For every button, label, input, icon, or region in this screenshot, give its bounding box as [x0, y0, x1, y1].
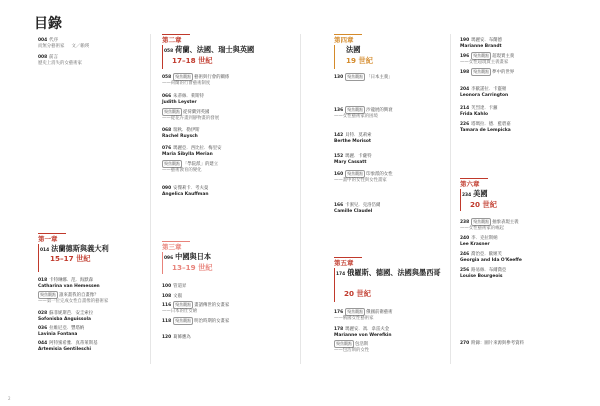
- toc-entry[interactable]: [460, 268, 585, 280]
- focus-tag: 聚焦觀點: [347, 171, 364, 176]
- chapter-rule: [162, 241, 190, 242]
- chapter-title[interactable]: [462, 190, 488, 201]
- entry-title: 瑪麗安．馮．韋雷夫金: [345, 327, 390, 332]
- focus-tag: 聚焦觀點: [336, 341, 352, 346]
- entry-title: 俄國前衛藝術: [366, 310, 393, 315]
- focus-tag: 聚焦觀點: [175, 74, 192, 79]
- entry-subtitle: ——日本的仕女繪: [162, 309, 198, 314]
- toc-entry[interactable]: [460, 87, 585, 99]
- page-number: 204: [460, 87, 470, 92]
- toc-entry[interactable]: [460, 122, 585, 134]
- entry-title: 貝特．莫莉索: [345, 133, 372, 138]
- page-number: 058: [164, 49, 174, 54]
- entry-name: Artemisia Gentileschi: [38, 347, 91, 352]
- page-number: 028: [38, 311, 48, 316]
- entry-subtitle: ——包浩斯的女性: [334, 348, 370, 353]
- entry-title: 李．克拉斯納: [471, 236, 498, 241]
- entry-subtitle: ——女性藝術家的崛起: [460, 226, 504, 231]
- entry-name: Angelica Kauffman: [162, 192, 209, 197]
- page-number: 076: [162, 146, 172, 151]
- page-number: 130: [334, 75, 344, 80]
- chapter-vline: [334, 268, 335, 302]
- entry-title: 瑪麗．卡薩特: [345, 154, 372, 159]
- page-number: 120: [162, 335, 172, 340]
- focus-tag: 聚焦觀點: [40, 292, 56, 297]
- chapter-label: 第四章: [334, 36, 354, 44]
- toc-entry[interactable]: [162, 146, 290, 158]
- entry-title: 朱蒂絲．萊斯特: [173, 94, 204, 99]
- entry-name: Camille Claudel: [334, 209, 373, 214]
- column-divider: [450, 34, 451, 364]
- entry-name: Lee Krasner: [460, 242, 490, 247]
- page-title: 目錄: [34, 16, 62, 32]
- entry-title: 誰來畫我的自畫像？: [59, 293, 99, 298]
- chapter-title[interactable]: [164, 253, 211, 264]
- toc-entry[interactable]: [162, 335, 290, 341]
- chapter-title-text: 法蘭德斯與義大利: [51, 244, 109, 253]
- chapter-title-text: 荷蘭、法國、瑞士與英國: [175, 45, 255, 54]
- column-divider: [150, 34, 151, 364]
- toc-entry[interactable]: [460, 106, 585, 118]
- toc-entry[interactable]: [334, 170, 444, 184]
- focus-tag: 聚焦觀點: [164, 161, 180, 166]
- focus-tag: 聚焦觀點: [175, 302, 192, 307]
- page-number: 142: [334, 133, 344, 138]
- entry-name: Mary Cassatt: [334, 160, 367, 165]
- entry-title: 文俶: [173, 294, 182, 299]
- page-number: 190: [460, 38, 470, 43]
- entry-subtitle: 歷史上消失的女藝術家: [38, 61, 82, 66]
- chapter-rule: [460, 178, 488, 179]
- entry-subtitle: ——從花卉畫到靜物畫的發展: [162, 116, 220, 121]
- entry-title: 阿特蜜希雅．真蒂萊斯基: [49, 341, 98, 346]
- toc-entry[interactable]: [460, 252, 585, 264]
- toc-entry[interactable]: [162, 284, 290, 290]
- chapter-title[interactable]: [164, 46, 254, 57]
- page-number: 246: [460, 252, 470, 257]
- page-number: 226: [460, 122, 470, 127]
- entry-title: 「日本主義」: [366, 75, 393, 80]
- entry-name: Lavinia Fontana: [38, 332, 78, 337]
- entry-title: 印象派的女性: [366, 172, 393, 177]
- entry-title: 沙龍展的興衰: [366, 108, 393, 113]
- page-number-footer: 2: [8, 396, 11, 401]
- chapter-vline: [38, 244, 39, 272]
- toc-entry[interactable]: [38, 278, 148, 290]
- toc-entry-foreword[interactable]: [38, 55, 138, 67]
- entry-title: 管道昇: [173, 284, 187, 289]
- chapter-vline: [334, 45, 335, 69]
- toc-entry[interactable]: [460, 68, 585, 76]
- column-divider: [300, 34, 301, 364]
- entry-subtitle: 而無分藝術家 文／賴瑛: [38, 44, 90, 49]
- page-number: 036: [38, 326, 48, 331]
- page-number: 018: [38, 278, 48, 283]
- toc-entry[interactable]: [162, 317, 290, 325]
- page-number: 004: [38, 38, 48, 43]
- toc-entry[interactable]: [162, 294, 290, 300]
- chapter-rule: [334, 34, 362, 35]
- chapter-rule: [334, 257, 362, 258]
- entry-title: 安傑莉卡．考夫曼: [173, 186, 209, 191]
- page-number: 166: [334, 203, 344, 208]
- page-number: 214: [460, 106, 470, 111]
- entry-subtitle: ——第一位完成女性自畫像的藝術家: [38, 299, 109, 304]
- entry-name: Georgia and Ida O'Keeffe: [460, 258, 522, 263]
- entry-subtitle: ——女性超現實主義畫家: [460, 60, 509, 65]
- entry-title: 從荷蘭到英國: [183, 110, 210, 115]
- chapter-label: 第五章: [334, 259, 354, 267]
- page-number: 014: [40, 248, 50, 253]
- chapter-vline: [460, 189, 461, 211]
- focus-tag: 聚焦觀點: [473, 69, 490, 74]
- toc-entry[interactable]: [334, 203, 444, 215]
- entry-title: 代序: [49, 38, 58, 43]
- toc-entry[interactable]: [162, 108, 290, 122]
- entry-title: 葛飾應為: [173, 335, 191, 340]
- chapter-period: 17–18 世紀: [172, 56, 213, 65]
- chapter-vline: [162, 252, 163, 274]
- page-number: 116: [162, 303, 172, 308]
- chapter-period: 15–17 世紀: [50, 254, 91, 263]
- entry-title: 「學院派」的建立: [183, 162, 219, 167]
- chapter-period: 13–19 世紀: [172, 263, 213, 272]
- page-number: 198: [460, 70, 470, 75]
- toc-entry[interactable]: [334, 327, 444, 339]
- entry-title: 蘇菲妮斯芭．安圭索拉: [49, 311, 94, 316]
- toc-entry[interactable]: [162, 160, 290, 174]
- page-number: 044: [38, 341, 48, 346]
- toc-entry[interactable]: [162, 186, 290, 198]
- focus-tag: 聚焦觀點: [347, 74, 364, 79]
- entry-name: Marianne von Werefkin: [334, 333, 392, 338]
- chapter-vline: [162, 45, 163, 69]
- toc-entry[interactable]: [162, 94, 290, 106]
- entry-name: Marianne Brandt: [460, 44, 502, 49]
- focus-tag: 聚焦觀點: [473, 53, 490, 58]
- toc-entry[interactable]: [334, 73, 444, 81]
- chapter-period: 20 世紀: [344, 289, 371, 298]
- page-number: 196: [460, 54, 470, 59]
- page-number: 100: [162, 284, 172, 289]
- entry-name: Louise Bourgeois: [460, 274, 503, 279]
- entry-title: 卡蜜兒．克洛岱爾: [345, 203, 381, 208]
- chapter-period: 19 世紀: [346, 56, 373, 65]
- chapter-rule: [162, 34, 190, 35]
- entry-title: 抽象表現主義: [492, 220, 519, 225]
- page-number: 066: [162, 94, 172, 99]
- toc-entry[interactable]: [460, 38, 585, 50]
- page-number: 160: [334, 172, 344, 177]
- entry-title: 畫譜傳世的女畫家: [194, 303, 230, 308]
- chapter-period: 20 世紀: [470, 200, 497, 209]
- toc-entry-appendix[interactable]: [460, 341, 585, 347]
- page-number: 096: [164, 256, 174, 261]
- entry-title: 明治時期的女畫家: [194, 319, 230, 324]
- toc-entry[interactable]: [38, 326, 148, 338]
- toc-entry[interactable]: [334, 154, 444, 166]
- focus-tag: 聚焦觀點: [175, 318, 192, 323]
- entry-name: Maria Sibylla Merian: [162, 152, 213, 157]
- page-number: 152: [334, 154, 344, 159]
- focus-tag: 聚焦觀點: [347, 107, 364, 112]
- chapter-title-text: 俄羅斯、德國、法國與墨西哥: [347, 268, 441, 277]
- toc-entry-preface[interactable]: [38, 38, 138, 50]
- entry-title: 芙烈達．卡蘿: [471, 106, 498, 111]
- toc-entry[interactable]: [460, 52, 585, 66]
- entry-name: Rachel Ruysch: [162, 134, 198, 139]
- page-number: 068: [162, 128, 172, 133]
- chapter-label: 第三章: [162, 243, 182, 251]
- entry-title: 包浩斯: [355, 342, 369, 347]
- entry-title: 超現實主義: [492, 54, 515, 59]
- page-number: 240: [460, 236, 470, 241]
- chapter-title-text: 中國與日本: [175, 252, 212, 261]
- chapter-label: 第二章: [162, 36, 182, 44]
- entry-title: 喬治亞．歐姬芙: [471, 252, 502, 257]
- toc-entry[interactable]: [162, 301, 290, 315]
- entry-subtitle: ——畫中的女性與女性畫家: [334, 178, 387, 183]
- page-number: 238: [460, 220, 470, 225]
- page-number: 256: [460, 268, 470, 273]
- page-number: 174: [336, 272, 346, 277]
- entry-name: Judith Leyster: [162, 100, 197, 105]
- focus-tag: 聚焦觀點: [473, 219, 490, 224]
- page-number: 136: [334, 108, 344, 113]
- entry-title: 瑞秋．勒伊斯: [173, 128, 200, 133]
- chapter-title[interactable]: 法國: [346, 45, 361, 54]
- entry-title: 拉維尼亞．豐塔納: [49, 326, 85, 331]
- page-number: 118: [162, 319, 172, 324]
- page-number: 234: [462, 193, 472, 198]
- toc-entry[interactable]: [162, 73, 290, 87]
- chapter-label: 第一章: [38, 235, 58, 243]
- toc-entry[interactable]: [38, 341, 148, 353]
- toc-entry[interactable]: [334, 308, 444, 322]
- page-number: 270: [460, 341, 470, 346]
- toc-entry[interactable]: [38, 311, 148, 323]
- chapter-title-text: 美國: [473, 189, 488, 198]
- entry-name: Tamara de Lempicka: [460, 128, 511, 133]
- entry-title: 前言: [49, 55, 58, 60]
- entry-title: 塔瑪拉．德．藍碧嘉: [471, 122, 511, 127]
- page-number: 008: [38, 55, 48, 60]
- chapter-rule: [38, 233, 66, 234]
- entry-subtitle: ——女性藝術家的困境: [334, 114, 378, 119]
- entry-subtitle: ——藝術教育的變化: [162, 168, 202, 173]
- entry-name: Leonora Carrington: [460, 93, 509, 98]
- entry-name: Sofonisba Anguissola: [38, 317, 91, 322]
- page-number: 176: [334, 310, 344, 315]
- page-number: 108: [162, 294, 172, 299]
- page-number: 178: [334, 327, 344, 332]
- toc-entry[interactable]: [334, 340, 444, 354]
- toc-entry[interactable]: [334, 106, 444, 120]
- entry-title: 附錄：圖片來源與參考資料: [471, 341, 524, 346]
- entry-name: Frida Kahlo: [460, 112, 489, 117]
- focus-tag: 聚焦觀點: [164, 109, 180, 114]
- entry-title: 夢中的世界: [492, 70, 515, 75]
- entry-title: 路易絲．布爾喬亞: [471, 268, 507, 273]
- chapter-label: 第六章: [460, 180, 480, 188]
- entry-title: 李歐諾拉．卡靈頓: [471, 87, 507, 92]
- entry-name: Catharina van Hemessen: [38, 284, 100, 289]
- entry-title: 藝術與行會的關係: [194, 75, 230, 80]
- focus-tag: 聚焦觀點: [347, 309, 364, 314]
- entry-subtitle: ——荷蘭的行會藝術制度: [162, 81, 211, 86]
- toc-entry[interactable]: [460, 218, 585, 232]
- entry-title: 卡特琳娜．范．海默森: [49, 278, 94, 283]
- entry-title: 瑪麗亞．西比拉．梅里安: [173, 146, 222, 151]
- entry-title: 瑪麗安．布蘭德: [471, 38, 502, 43]
- toc-entry[interactable]: [334, 133, 444, 145]
- toc-entry[interactable]: [38, 291, 148, 305]
- chapter-title[interactable]: [336, 269, 446, 280]
- toc-entry[interactable]: [162, 128, 290, 140]
- page-number: 058: [162, 75, 172, 80]
- page-number: 090: [162, 186, 172, 191]
- toc-entry[interactable]: [460, 236, 585, 248]
- entry-subtitle: ——俄國女性藝術家: [334, 316, 374, 321]
- entry-name: Berthe Morisot: [334, 139, 372, 144]
